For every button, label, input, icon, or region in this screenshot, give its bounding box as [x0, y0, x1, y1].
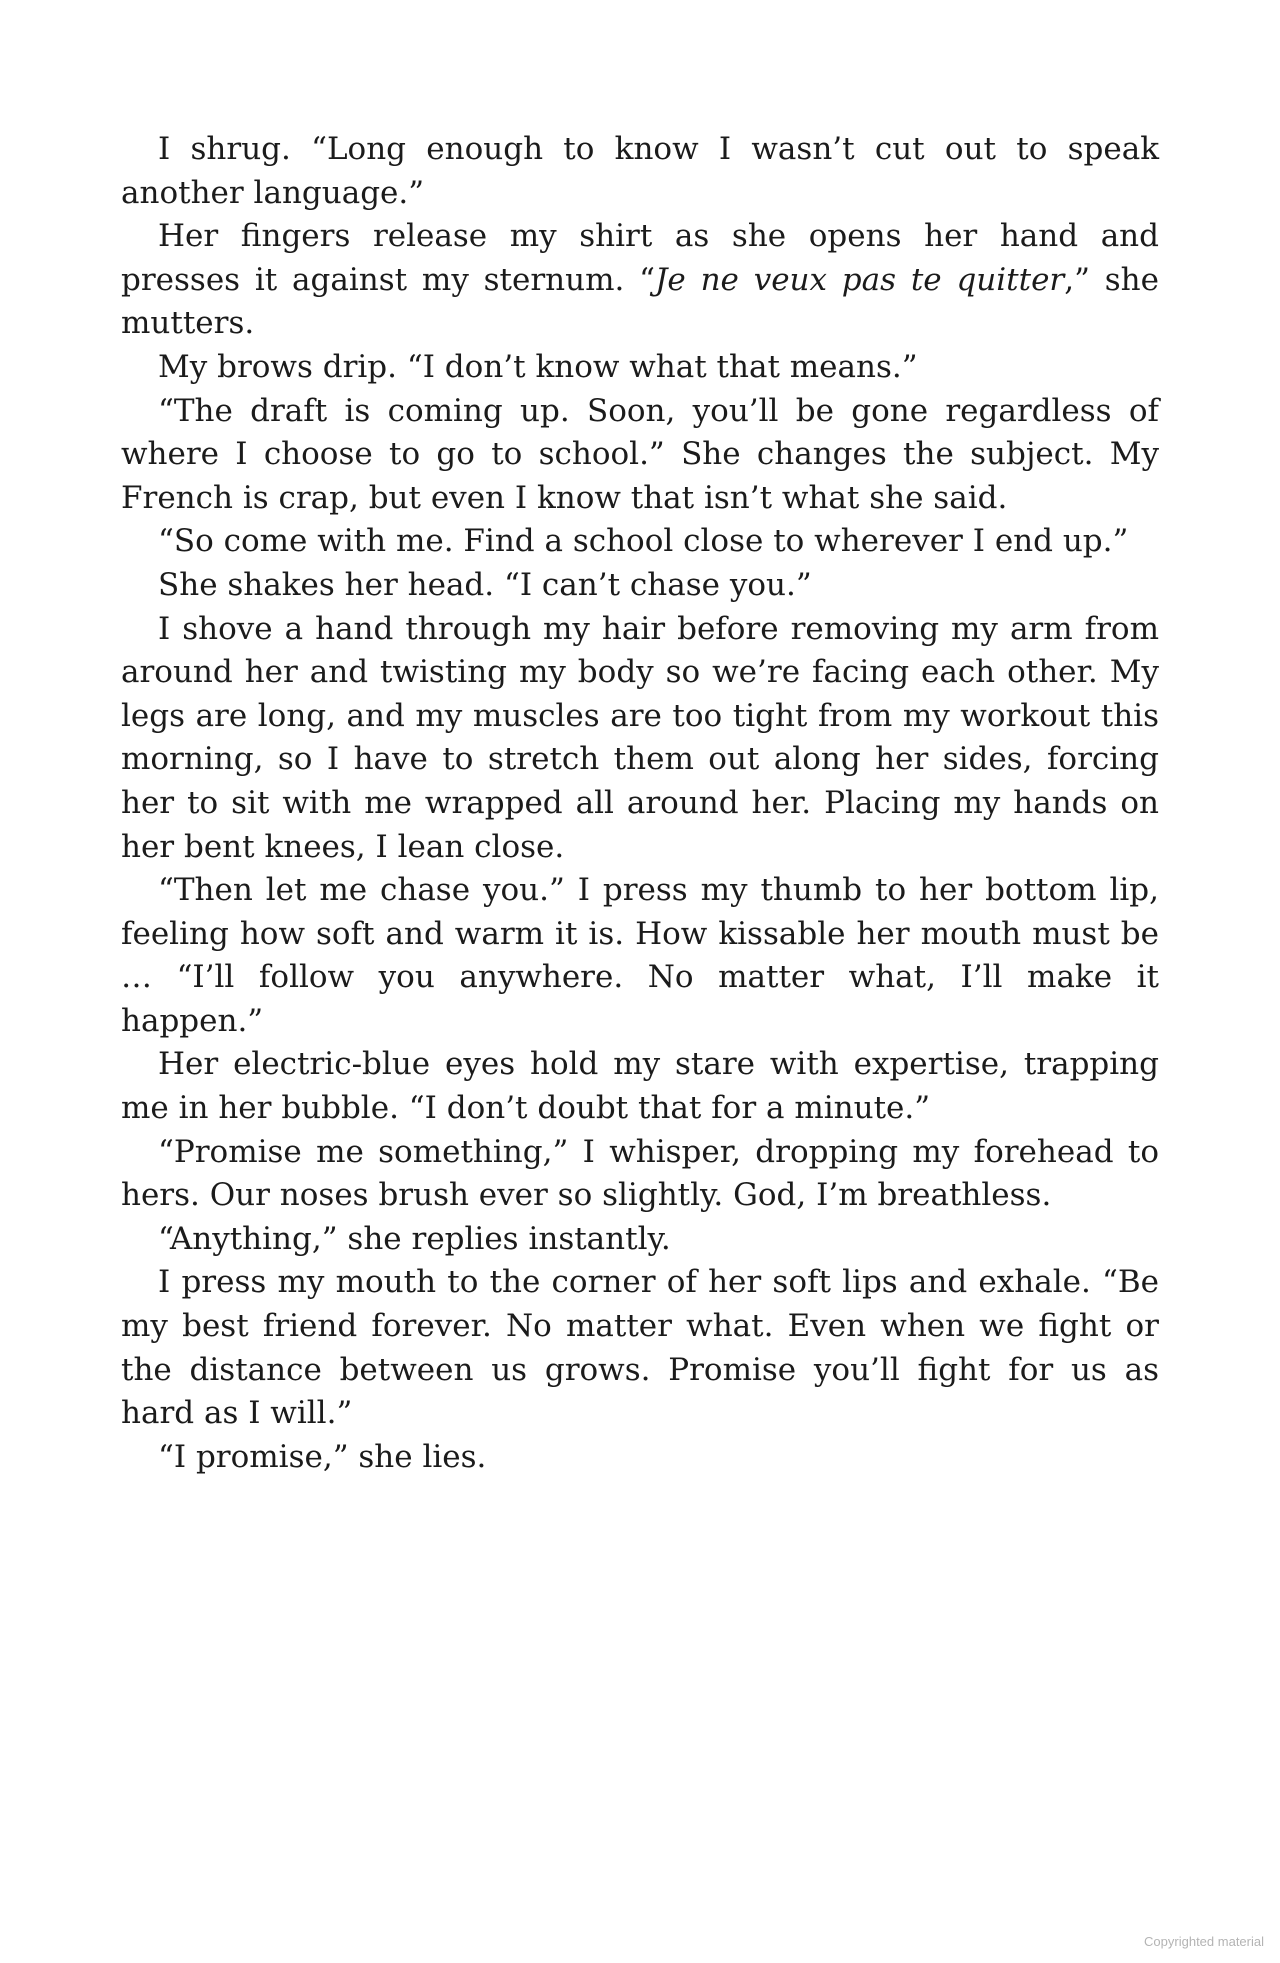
paragraph-2: [121, 215, 1159, 346]
paragraph-1: I shrug. “Long enough to know I wasn’t cut out to speak another language.”: [121, 131, 1159, 211]
paragraph-3: My brows drip. “I don’t know what that means.”: [158, 348, 918, 385]
page-body-text: [121, 128, 1159, 1479]
french-phrase: Je ne veux pas te quitter: [655, 261, 1065, 298]
paragraph-5: “So come with me. Find a school close to wherever I end up.”: [158, 523, 1129, 560]
paragraph-6: She shakes her head. “I can’t chase you.”: [158, 566, 812, 603]
paragraph-7: I shove a hand through my hair before removing my arm from around her and twisting my body so we’re facing each other. My legs are long, and my muscles are too tight from my workout this morning, so I have to stretch them out along her sides, forcing her to sit with me wrapped all around her. Placing my hands on her bent knees, I lean close.: [121, 610, 1159, 865]
paragraph-12: I press my mouth to the corner of her soft lips and exhale. “Be my best friend forever. No matter what. Even when we fight or the distance between us grows. Promise you’ll fight for us as hard as I will.”: [121, 1264, 1159, 1432]
paragraph-2-after: ,” she mutters.: [121, 261, 1159, 342]
paragraph-11: “Anything,” she replies instantly.: [158, 1220, 671, 1257]
paragraph-8: “Then let me chase you.” I press my thumb to her bottom lip, feeling how soft and warm it is. How kissable her mouth must be … “I’ll follow you anywhere. No matter what, I’ll make it happen.”: [121, 872, 1159, 1039]
paragraph-4: “The draft is coming up. Soon, you’ll be gone regardless of where I choose to go to school.” She changes the subject. My French is crap, but even I know that isn’t what she said.: [121, 392, 1159, 516]
paragraph-2-before: Her fingers release my shirt as she opens her hand and presses it against my sternum. “: [121, 218, 1159, 298]
paragraph-10: “Promise me something,” I whisper, dropping my forehead to hers. Our noses brush ever so slightly. God, I’m breathless.: [121, 1133, 1159, 1214]
paragraph-9: Her electric-blue eyes hold my stare with expertise, trapping me in her bubble. “I don’t doubt that for a minute.”: [121, 1046, 1159, 1127]
copyright-watermark: Copyrighted material: [1144, 1934, 1264, 1949]
paragraph-13: “I promise,” she lies.: [158, 1438, 487, 1475]
